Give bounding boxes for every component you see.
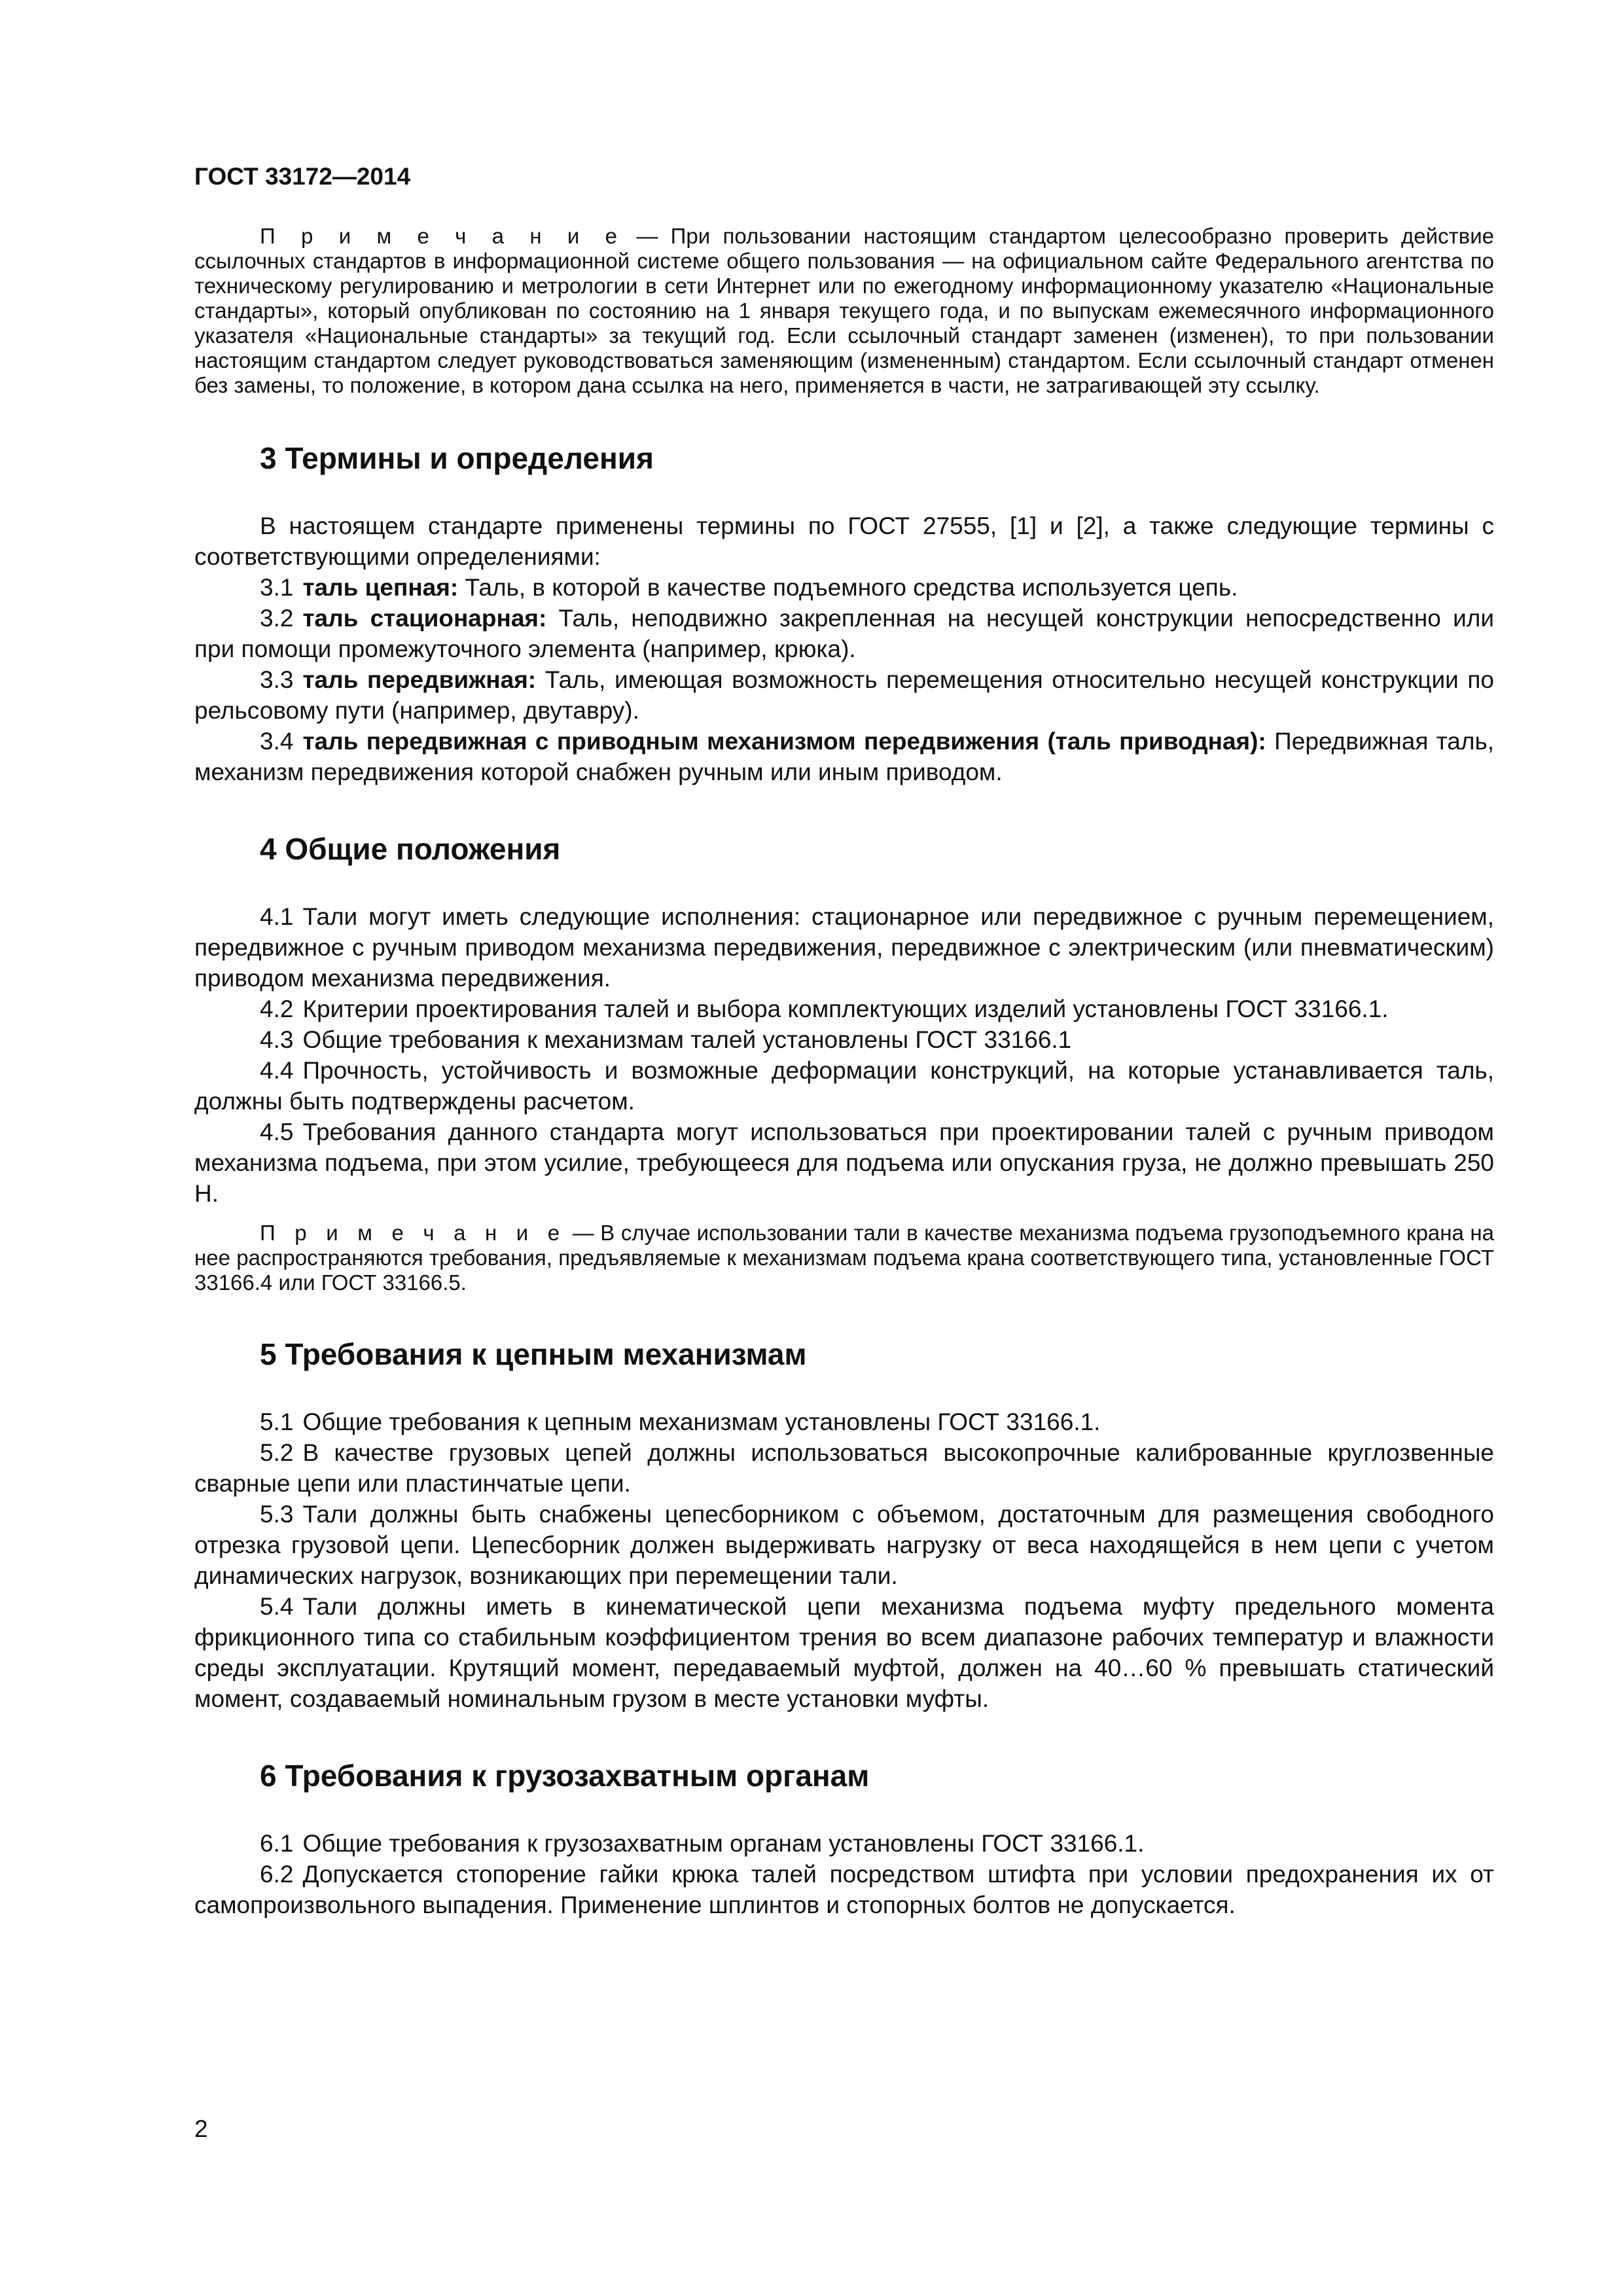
note-crane — [194, 1221, 1494, 1295]
clause-5-4: 5.4 Тали должны иметь в кинематической цепи механизма подъема муфту предельного момента фрикционного типа со стабильным коэффициентом трения во всем диапазоне рабочих температур и влажности среды эксплуатации. Крутящий момент, передаваемый муфтой, должен на 40…60 % превышать статический момент, создаваемый номинальным грузом в месте установки муфты. — [194, 1593, 1494, 1712]
section-5-title: 5 Требования к цепным механизмам — [260, 1337, 807, 1371]
term: таль стационарная: — [302, 605, 547, 632]
note-text: — В случае использовании тали в качестве механизма подъема грузоподъемного крана на нее распространяются требования, предъявляемые к механизмам подъема крана соответствующего типа, установленные ГОСТ 33166.4 или ГОСТ 33166.5. — [194, 1221, 1494, 1295]
clause-6-1: 6.1 Общие требования к грузозахватным органам установлены ГОСТ 33166.1. — [260, 1830, 1145, 1857]
note-label: П р и м е ч а н и е — [260, 1221, 567, 1245]
clause-4-3: 4.3 Общие требования к механизмам талей установлены ГОСТ 33166.1 — [260, 1026, 1072, 1053]
clause-3-3: 3.3 таль передвижная: Таль, имеющая возможность перемещения относительно несущей конструкции по рельсовому пути (например, двутавру). — [194, 666, 1494, 724]
clause-5-1: 5.1 Общие требования к цепным механизмам установлены ГОСТ 33166.1. — [260, 1408, 1101, 1435]
page-number: 2 — [194, 2115, 208, 2142]
term: таль цепная: — [302, 574, 459, 601]
clause-4-1: 4.1 Тали могут иметь следующие исполнения: стационарное или передвижное с ручным перемещением, передвижное с ручным приводом механизма передвижения, передвижное с электрическим (или пневматическим) приводом механизма передвижения. — [194, 903, 1494, 992]
clause-4-2: 4.2 Критерии проектирования талей и выбора комплектующих изделий установлены ГОСТ 33166.1. — [260, 996, 1389, 1022]
clause-3-1: 3.1 таль цепная: Таль, в которой в качестве подъемного средства используется цепь. — [260, 574, 1238, 601]
clause-6-2: 6.2 Допускается стопорение гайки крюка талей посредством штифта при условии предохранения их от самопроизвольного выпадения. Применение шплинтов и стопорных болтов не допускается. — [194, 1861, 1494, 1918]
note-label: П р и м е ч а н и е — [260, 224, 624, 248]
section-3-title: 3 Термины и определения — [260, 441, 654, 475]
clause-4-5: 4.5 Требования данного стандарта могут использоваться при проектировании талей с ручным приводом механизма подъема, при этом усилие, требующееся для подъема или опускания груза, не должно превышать 250 Н. — [194, 1119, 1494, 1207]
term: таль передвижная: — [302, 666, 537, 693]
section-3-intro: В настоящем стандарте применены термины по ГОСТ 27555, [1] и [2], а также следующие термины с соответствующими определениями: — [194, 512, 1494, 570]
clause-5-2: 5.2 В качестве грузовых цепей должны использоваться высокопрочные калиброванные круглозвенные сварные цепи или пластинчатые цепи. — [194, 1439, 1494, 1497]
clause-4-4: 4.4 Прочность, устойчивость и возможные деформации конструкций, на которые устанавливается таль, должны быть подтверждены расчетом. — [194, 1057, 1494, 1115]
clause-3-2: 3.2 таль стационарная: Таль, неподвижно закрепленная на несущей конструкции непосредственно или при помощи промежуточного элемента (например, крюка). — [194, 605, 1494, 662]
clause-5-3: 5.3 Тали должны быть снабжены цепесборником с объемом, достаточным для размещения свободного отрезка грузовой цепи. Цепесборник должен выдерживать нагрузку от веса находящейся в нем цепи с учетом динамических нагрузок, возникающих при перемещении тали. — [194, 1501, 1494, 1589]
note-references — [194, 224, 1494, 398]
document-page — [194, 162, 1494, 1920]
section-4-title: 4 Общие положения — [260, 832, 561, 866]
section-6-title: 6 Требования к грузозахватным органам — [260, 1759, 870, 1793]
note-text: — При пользовании настоящим стандартом целесообразно проверить действие ссылочных стандартов в информационной системе общего пользования — на официальном сайте Федерального агентства по техническому регулированию и метрологии в сети Интернет или по ежегодному информационному указателю «Национальные стандарты», который опубликован по состоянию на 1 января текущего года, и по выпускам ежемесячного информационного указателя «Национальные стандарты» за текущий год. Если ссылочный стандарт заменен (изменен), то при пользовании настоящим стандартом следует руководствоваться заменяющим (измененным) стандартом. Если ссылочный стандарт отменен без замены, то положение, в котором дана ссылка на него, применяется в части, не затрагивающей эту ссылку. — [194, 224, 1494, 397]
clause-3-4: 3.4 таль передвижная с приводным механизмом передвижения (таль приводная): Передвижная таль, механизм передвижения которой снабжен ручным или иным приводом. — [194, 728, 1494, 785]
document-header: ГОСТ 33172—2014 — [194, 163, 411, 190]
term: таль передвижная с приводным механизмом передвижения (таль приводная): — [302, 728, 1266, 755]
